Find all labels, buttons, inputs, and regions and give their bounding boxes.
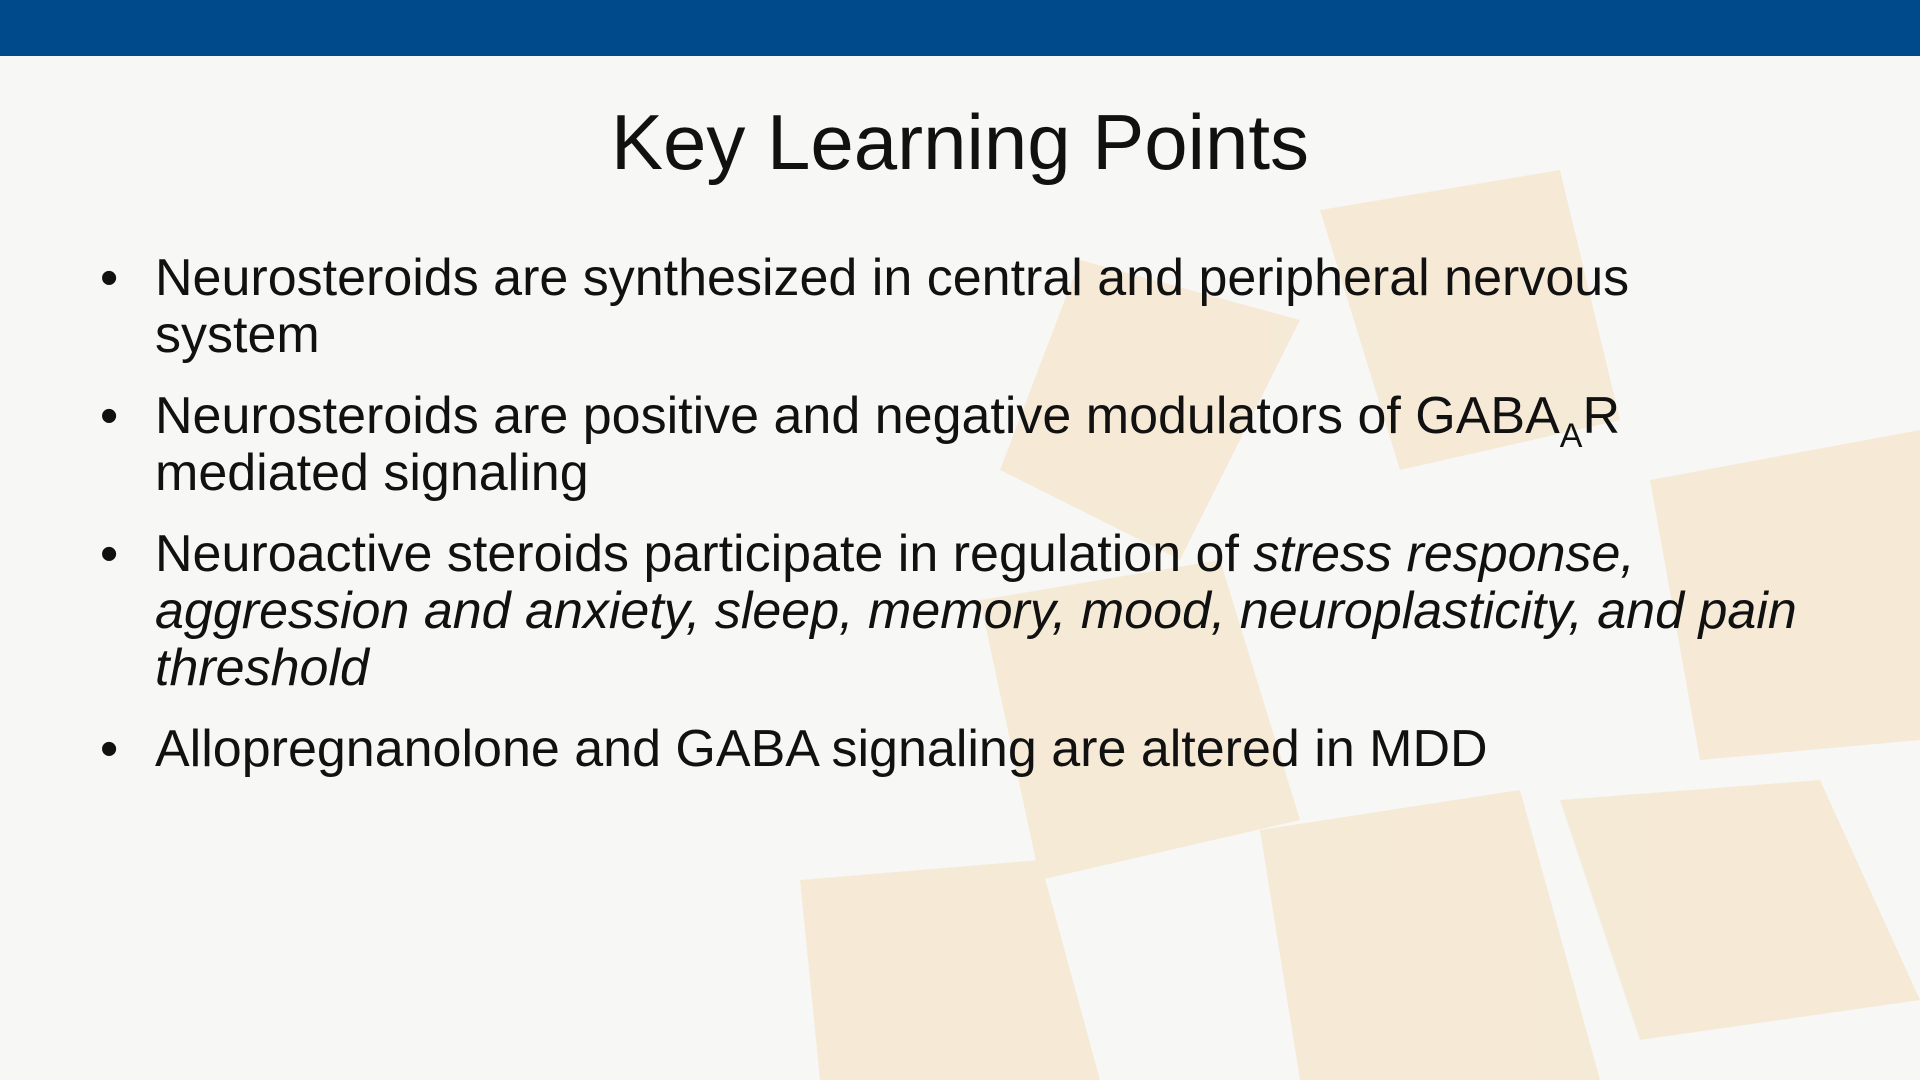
header-bar xyxy=(0,0,1920,56)
bullet-text: Neurosteroids are synthesized in central and peripheral nervous system xyxy=(155,249,1630,364)
bullet-item-2 xyxy=(100,388,1800,502)
bullet-subscript: A xyxy=(1559,417,1583,455)
bullet-text: Neuroactive steroids participate in regulation of xyxy=(155,525,1254,583)
bullet-glyph: • xyxy=(100,387,119,445)
bullet-item-1 xyxy=(100,250,1800,364)
bullet-text-after: R mediated signaling xyxy=(155,387,1621,502)
slide-title: Key Learning Points xyxy=(610,98,1310,186)
bullet-glyph: • xyxy=(100,249,119,307)
bullet-italic-text: stress response, aggression and anxiety, sleep, memory, mood, neuroplasticity, and pain threshold xyxy=(155,525,1797,697)
bullet-glyph: • xyxy=(100,720,119,778)
bullet-list xyxy=(100,250,1800,802)
bullet-text: Allopregnanolone and GABA signaling are altered in MDD xyxy=(155,720,1488,778)
bullet-item-4 xyxy=(100,721,1800,778)
bullet-item-3 xyxy=(100,526,1800,697)
bullet-text: Neurosteroids are positive and negative modulators of GABA xyxy=(155,387,1560,445)
bullet-glyph: • xyxy=(100,525,119,583)
